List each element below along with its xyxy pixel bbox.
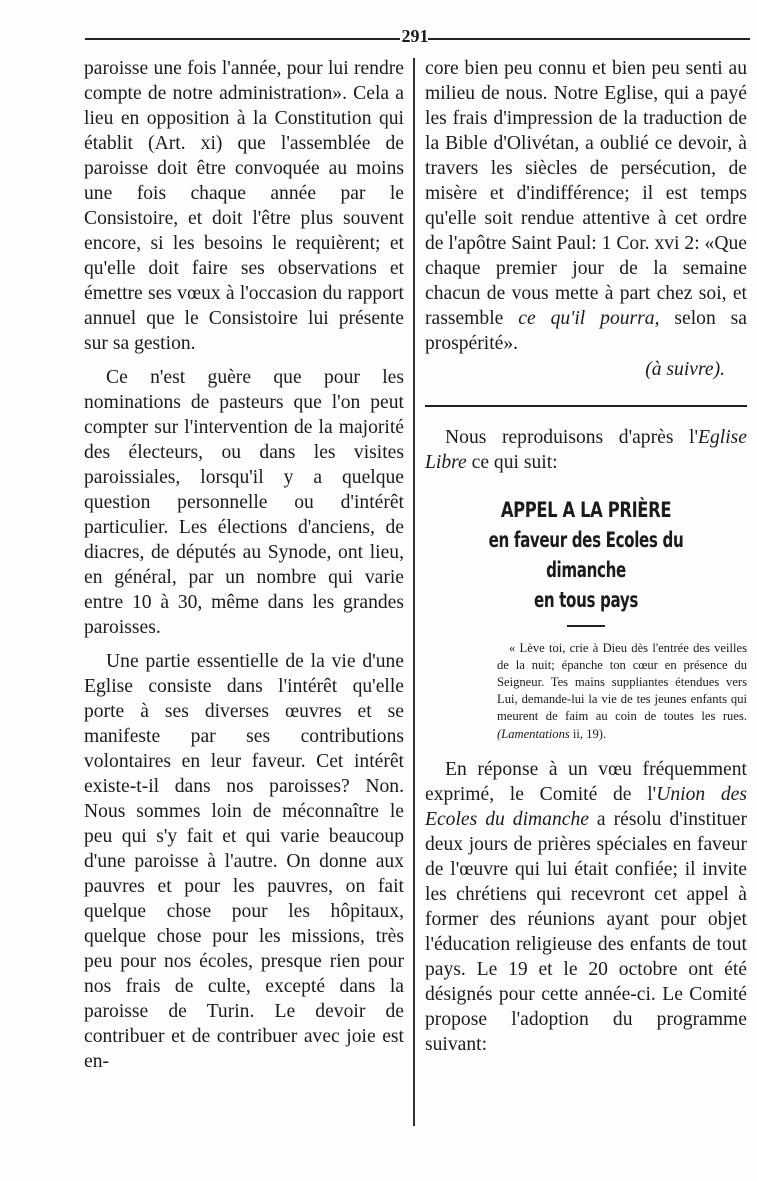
continuation-end: selon sa prospérité». xyxy=(425,308,748,354)
epigraph-citation-book: (Lamentations xyxy=(497,726,570,741)
paragraph-contributions: Une partie essentielle de la vie d'une Eglise consiste dans l'intérêt qu'elle porte à ses diverses œuvres et se manifeste par ses contributions volontaires en leur faveur. Cet intérêt existe-t-il dans nos paroisses? Non. Nous sommes loin de méconnaître le peu qui s'y fait et qui varie beaucoup d'une paroisse à l'autre. On donne aux pauvres et pour les pauvres, on fait quelque chose pour les hôpitaux, quelque chose pour les missions, très peu pour nos écoles, presque rien pour nos frais de culte, excepté dans la paroisse de Turin. Le devoir de contribuer et de contribuer avec joie est en- xyxy=(84,651,404,1072)
intro-end: ce qui suit: xyxy=(466,452,558,473)
closing-union-name: Union des Ecoles du dimanche xyxy=(425,783,747,830)
short-rule xyxy=(567,625,605,627)
epigraph xyxy=(497,640,747,743)
closing-paragraph xyxy=(425,757,747,1057)
paragraph-nominations: Ce n'est guère que pour les nominations de pasteurs que l'on peut compter sur l'intervention de la majorité des électeurs, ou dans les visites paroissiales, lorsqu'il y a quelque question personnelle ou d'intérêt particulier. Les élections d'anciens, de diacres, de députés au Synode, ont lieu, en général, par un nombre qui varie entre 10 à 30, même dans les grandes paroisses. xyxy=(84,367,404,638)
intro-text: Nous reproduisons d'après l' xyxy=(445,427,699,448)
header-rule-left xyxy=(85,38,400,40)
right-column xyxy=(425,56,747,1057)
closing-end: a résolu d'instituer deux jours de prières spéciales en faveur de l'œuvre qui lui était confiée; il invite les chrétiens qui recevront cet appel à former des réunions ayant pour objet l'éducation religieuse des enfants de tout pays. Le 19 et le 20 octobre ont été désignés pour cette année-ci. Le Comité propose l'adoption du programme suivant: xyxy=(425,808,747,1055)
intro-paragraph xyxy=(425,425,747,475)
appeal-subtitle-line2: en tous pays xyxy=(533,588,639,612)
intro-source: Eglise Libre xyxy=(425,427,747,473)
appeal-title: APPEL A LA PRIÈRE xyxy=(500,498,672,522)
header-rule-right xyxy=(428,38,750,40)
closing-text: En réponse à un vœu fréquemment exprimé, le Comité de l' xyxy=(425,758,747,805)
paragraph-assembly: paroisse une fois l'année, pour lui rendre compte de notre administration». Cela a lieu en opposition à la Constitution qui établit (Art. xi) que l'assemblée de paroisse doit être convoquée au moins une fois chaque année par le Consistoire, et doit l'être plus souvent encore, si les besoins le requièrent; et qu'elle doit faire ses observations et émettre ses vœux à l'occasion du rapport annuel que le Consistoire lui présente sur sa gestion. xyxy=(84,58,404,354)
to-be-continued: (à suivre). xyxy=(645,359,725,380)
continuation-text: core bien peu connu et bien peu senti au milieu de nous. Notre Eglise, qui a payé les frais d'impression de la traduction de la Bible d'Olivétan, a oublié ce devoir, à travers les siècles de persécution, de misère et d'indifférence; il est temps qu'elle soit rendue attentive à cet ordre de l'apôtre Saint Paul: 1 Cor. xvi 2: «Que chaque premier jour de la semaine chacun de vous mette à part chez soi, et rassemble xyxy=(425,58,747,329)
epigraph-text: « Lève toi, crie à Dieu dès l'entrée des veilles de la nuit; épanche ton cœur en présence du Seigneur. Tes mains suppliantes étendues vers Lui, demande-lui la vie de tes jeunes enfants qui meurent de faim au coin de toutes les rues. xyxy=(497,640,747,724)
column-divider xyxy=(413,58,415,1126)
epigraph-citation-ref: ii, 19). xyxy=(569,726,607,741)
section-rule xyxy=(425,405,747,407)
continuation-italic: ce qu'il pourra, xyxy=(518,308,660,329)
page-number: 291 xyxy=(401,26,429,46)
paragraph-continuation xyxy=(425,56,747,356)
left-column xyxy=(84,56,404,1074)
appeal-subtitle-line1: en faveur des Ecoles du dimanche xyxy=(488,528,684,582)
